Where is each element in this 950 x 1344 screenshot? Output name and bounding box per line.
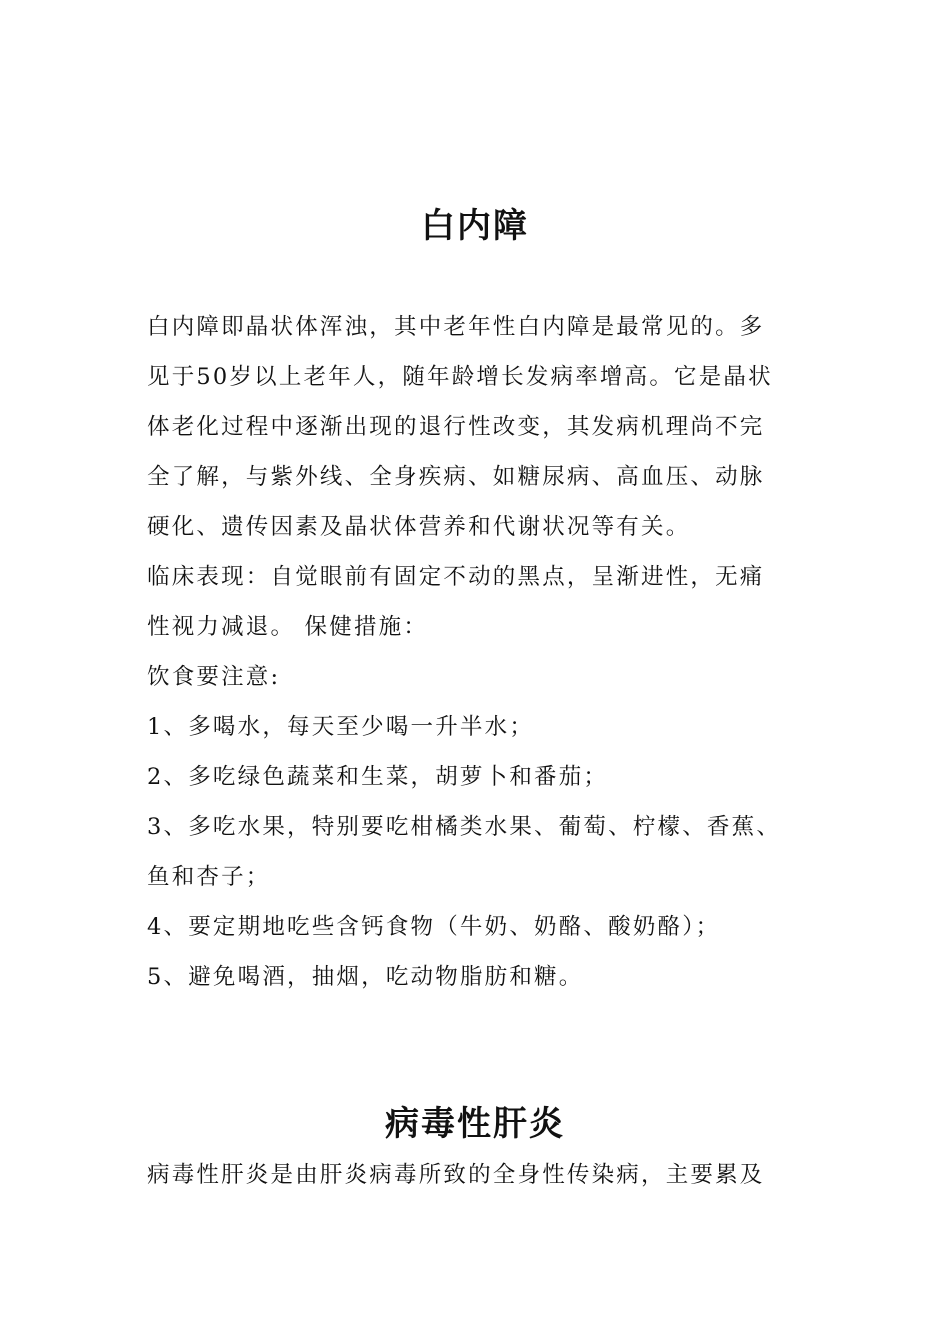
list-item: 2、多吃绿色蔬菜和生菜，胡萝卜和番茄；	[147, 764, 609, 790]
section-title-cataract: 白内障	[421, 206, 529, 246]
list-item: 1、多喝水，每天至少喝一升半水；	[147, 714, 535, 740]
list-item: 4、要定期地吃些含钙食物（牛奶、奶酪、酸奶酪）；	[147, 914, 721, 940]
section-body-cataract	[147, 302, 807, 1002]
paragraph-line: 白内障即晶状体浑浊，其中老年性白内障是最常见的。多	[147, 314, 765, 340]
paragraph-line: 性视力减退。 保健措施：	[147, 614, 429, 640]
section-title-viral-hepatitis: 病毒性肝炎	[385, 1104, 565, 1144]
section-body-viral-hepatitis	[147, 1150, 807, 1200]
paragraph-line: 全了解，与紫外线、全身疾病、如糖尿病、高血压、动脉	[147, 464, 765, 490]
list-item: 5、避免喝酒，抽烟，吃动物脂肪和糖。	[147, 964, 584, 990]
list-item-continuation: 鱼和杏子；	[147, 864, 271, 890]
list-item: 3、多吃水果，特别要吃柑橘类水果、葡萄、柠檬、香蕉、	[147, 814, 782, 840]
paragraph-line: 病毒性肝炎是由肝炎病毒所致的全身性传染病，主要累及	[147, 1162, 765, 1188]
paragraph-line: 见于50岁以上老年人，随年龄增长发病率增高。它是晶状	[147, 364, 773, 390]
paragraph-line: 体老化过程中逐渐出现的退行性改变，其发病机理尚不完	[147, 414, 765, 440]
diet-heading: 饮食要注意:	[147, 664, 281, 690]
paragraph-line: 临床表现：自觉眼前有固定不动的黑点，呈渐进性，无痛	[147, 564, 765, 590]
paragraph-line: 硬化、遗传因素及晶状体营养和代谢状况等有关。	[147, 514, 691, 540]
